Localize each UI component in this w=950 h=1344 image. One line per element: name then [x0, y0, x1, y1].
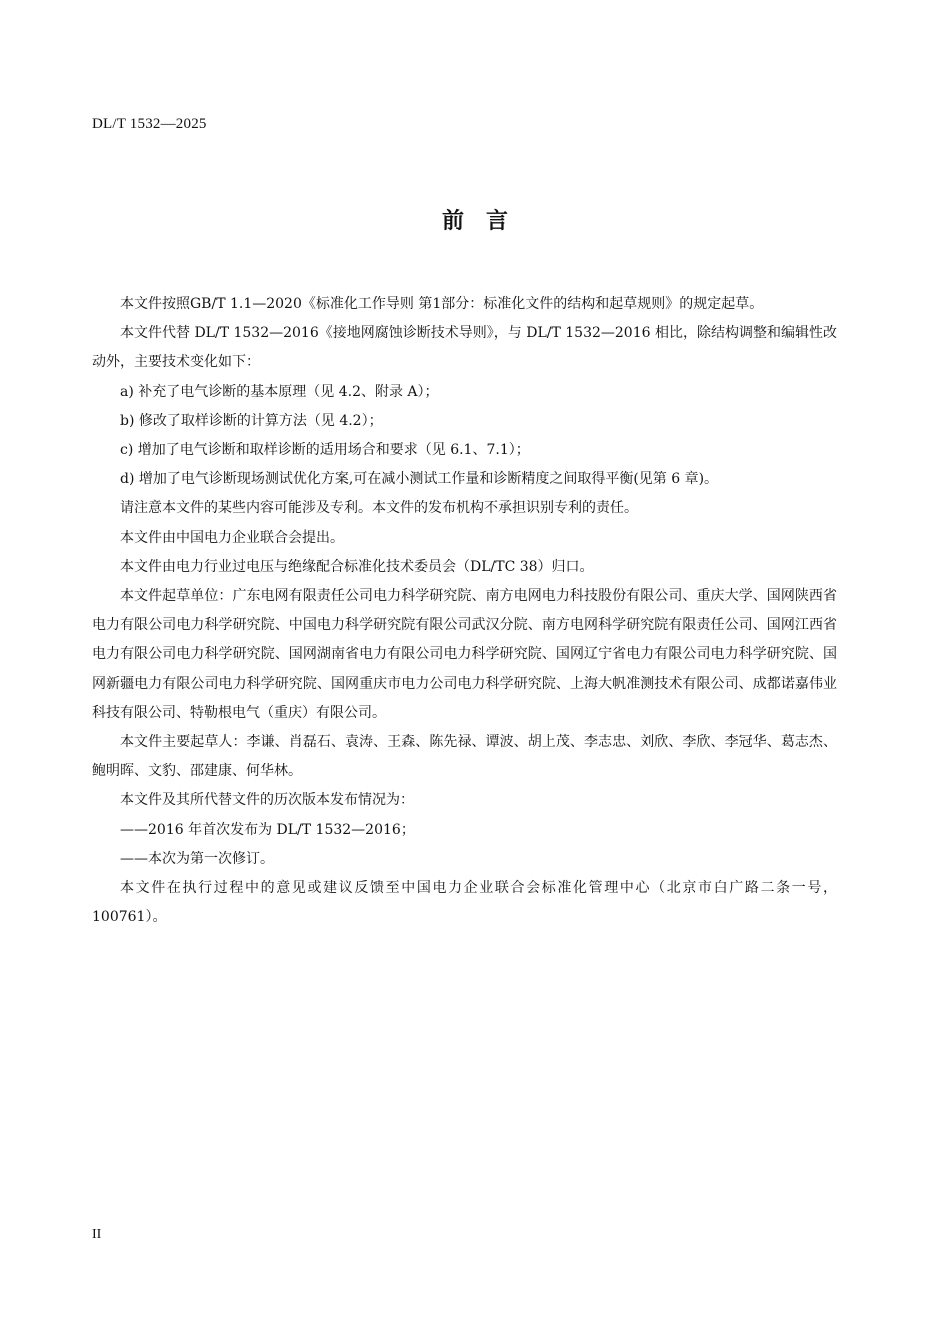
- paragraph-managed-by: 本文件由电力行业过电压与绝缘配合标准化技术委员会（DL/TC 38）归口。: [120, 558, 594, 575]
- paragraph-drafting-units: 本文件起草单位：广东电网有限责任公司电力科学研究院、南方电网电力科技股份有限公司、重庆大学、国网陕西省电力有限公司电力科学研究院、中国电力科学研究院有限公司武汉分院、南方电网科学研究院有限责任公司、国网江西省电力有限公司电力科学研究院、国网湖南省电力有限公司电力科学研究院、国网辽宁省电力有限公司电力科学研究院、国网新疆电力有限公司电力科学研究院、国网重庆市电力公司电力科学研究院、上海大帆准测技术有限公司、成都诺嘉伟业科技有限公司、特勒根电气（重庆）有限公司。: [92, 588, 837, 721]
- paragraph-feedback: 本文件在执行过程中的意见或建议反馈至中国电力企业联合会标准化管理中心（北京市白广路二条一号，100761）。: [92, 880, 837, 926]
- paragraph-patent-notice: 请注意本文件的某些内容可能涉及专利。本文件的发布机构不承担识别专利的责任。: [120, 500, 638, 517]
- history-item-revision: ——本次为第一次修订。: [120, 850, 274, 867]
- history-item-2016: ——2016 年首次发布为 DL/T 1532—2016；: [120, 821, 415, 838]
- paragraph-replacement: 本文件代替 DL/T 1532—2016《接地网腐蚀诊断技术导则》，与 DL/T 1532—2016 相比，除结构调整和编辑性改动外，主要技术变化如下：: [92, 325, 837, 371]
- page-number: II: [92, 1227, 102, 1242]
- page-title: 前言: [441, 209, 530, 234]
- change-item-a: a) 补充了电气诊断的基本原理（见 4.2、附录 A）；: [120, 383, 439, 400]
- document-code: DL/T 1532—2025: [92, 116, 207, 132]
- foreword-body: [92, 290, 837, 932]
- paragraph-drafting-rules: 本文件按照GB/T 1.1—2020《标准化工作导则 第1部分：标准化文件的结构和起草规则》的规定起草。: [120, 296, 764, 312]
- change-item-d: d) 增加了电气诊断现场测试优化方案,可在减小测试工作量和诊断精度之间取得平衡(见第 6 章)。: [120, 471, 719, 488]
- change-item-b: b) 修改了取样诊断的计算方法（见 4.2）；: [120, 412, 383, 429]
- paragraph-drafters: 本文件主要起草人：李谦、肖磊石、袁涛、王森、陈先禄、谭波、胡上茂、李志忠、刘欣、李欣、李冠华、葛志杰、鲍明晖、文豹、邵建康、何华林。: [92, 734, 837, 780]
- paragraph-proposed-by: 本文件由中国电力企业联合会提出。: [120, 529, 344, 546]
- change-item-c: c) 增加了电气诊断和取样诊断的适用场合和要求（见 6.1、7.1）；: [120, 442, 530, 459]
- paragraph-version-history: 本文件及其所代替文件的历次版本发布情况为：: [120, 792, 414, 809]
